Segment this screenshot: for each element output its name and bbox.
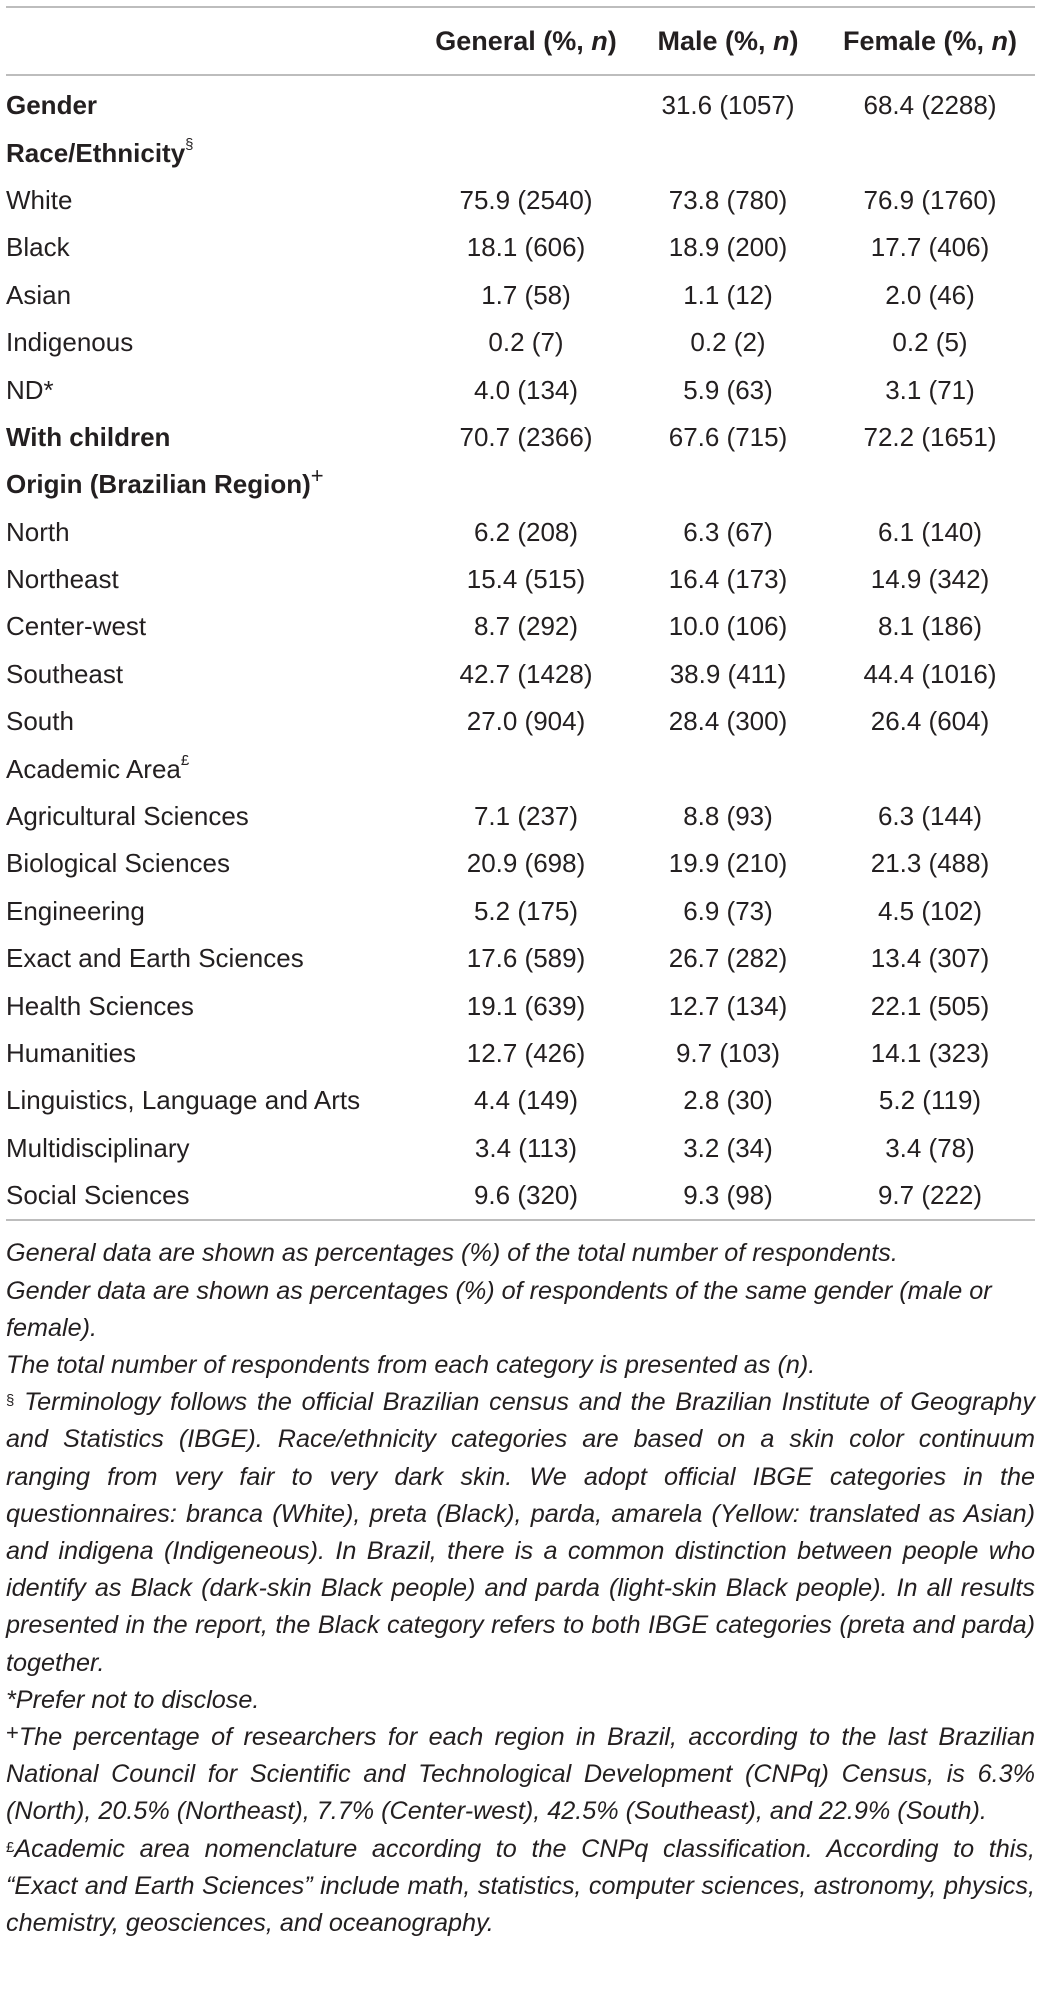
cell-general: 18.1 (606) <box>466 232 586 263</box>
cell-general <box>421 745 631 792</box>
cell-male: 9.3 (98) <box>683 1180 773 1211</box>
cell-general: 5.2 (175) <box>473 895 579 926</box>
table-container <box>6 6 1035 1942</box>
cell-male: 8.8 (93) <box>683 801 773 832</box>
table-row <box>6 509 1035 556</box>
table-row <box>6 888 1035 935</box>
row-label: Southeast <box>6 658 124 689</box>
row-label: White <box>6 184 73 215</box>
cell-male: 1.1 (12) <box>683 279 773 310</box>
note-total: The total number of respondents from each category is presented as (n). <box>6 1350 816 1379</box>
table-row <box>6 982 1035 1029</box>
table-row <box>6 840 1035 887</box>
cell-general: 4.0 (134) <box>473 374 579 405</box>
cell-male: 31.6 (1057) <box>661 90 795 121</box>
cell-male: 18.9 (200) <box>668 232 788 263</box>
cell-general <box>421 461 631 508</box>
row-label: South <box>6 706 74 737</box>
cell-female: 9.7 (222) <box>877 1180 983 1211</box>
footnote-marker: § <box>185 135 194 153</box>
cell-general: 75.9 (2540) <box>459 184 593 215</box>
table-row <box>6 1125 1035 1172</box>
table-row <box>6 129 1035 176</box>
cell-male: 2.8 (30) <box>683 1085 773 1116</box>
cell-female <box>825 461 1035 508</box>
cell-general: 15.4 (515) <box>466 564 586 595</box>
cell-male <box>631 461 825 508</box>
table-row <box>6 651 1035 698</box>
note-nd: *Prefer not to disclose. <box>6 1685 260 1714</box>
cell-male: 10.0 (106) <box>668 611 788 642</box>
table-row <box>6 224 1035 271</box>
row-label: Health Sciences <box>6 990 194 1021</box>
row-label: Northeast <box>6 564 119 595</box>
cell-male: 26.7 (282) <box>668 943 788 974</box>
cell-general: 4.4 (149) <box>473 1085 579 1116</box>
footnote-marker: + <box>310 463 324 489</box>
cell-general <box>421 129 631 176</box>
plus-marker: + <box>6 1720 19 1746</box>
row-label: Origin (Brazilian Region)+ <box>6 463 324 500</box>
row-label: Academic Area£ <box>6 751 190 784</box>
note-gender: Gender data are shown as percentages (%) of respondents of the same gender (male or female). <box>6 1276 992 1342</box>
header-general: General (%, n) <box>435 25 617 56</box>
table-row <box>6 1077 1035 1124</box>
note-general: General data are shown as percentages (%) of the total number of respondents. <box>6 1239 898 1268</box>
row-label: Linguistics, Language and Arts <box>6 1085 361 1116</box>
row-label: ND* <box>6 374 54 405</box>
row-label: Biological Sciences <box>6 848 231 879</box>
note-academic: £Academic area nomenclature according to the CNPq classification. According to this, “Exact and Earth Sciences” include math, statistics, computer sciences, astronomy, physics, chemistry, geosciences, and oceanography. <box>6 1834 1035 1938</box>
cell-female: 21.3 (488) <box>870 848 990 879</box>
cell-general: 9.6 (320) <box>473 1180 579 1211</box>
row-label: Race/Ethnicity§ <box>6 135 194 168</box>
cell-male <box>631 129 825 176</box>
row-label: Agricultural Sciences <box>6 801 249 832</box>
cell-general: 12.7 (426) <box>466 1038 586 1068</box>
cell-female: 17.7 (406) <box>870 232 990 263</box>
table-row <box>6 603 1035 650</box>
table-row <box>6 272 1035 319</box>
cell-male: 6.3 (67) <box>683 516 773 547</box>
row-label: With children <box>6 421 171 452</box>
table-row <box>6 793 1035 840</box>
footnote-marker: £ <box>180 751 190 769</box>
cell-female: 13.4 (307) <box>870 943 990 974</box>
cell-general: 42.7 (1428) <box>459 658 593 689</box>
cell-general <box>421 75 631 129</box>
cell-general: 8.7 (292) <box>473 611 579 642</box>
table-row <box>6 319 1035 366</box>
cell-male: 28.4 (300) <box>668 706 788 737</box>
cell-female: 3.4 (78) <box>885 1132 975 1163</box>
row-label: Exact and Earth Sciences <box>6 943 304 974</box>
table-row <box>6 1172 1035 1220</box>
header-female: Female (%, n) <box>842 25 1018 56</box>
table-row <box>6 177 1035 224</box>
row-label: Humanities <box>6 1038 137 1068</box>
cell-female: 4.5 (102) <box>877 895 983 926</box>
cell-female: 14.9 (342) <box>870 564 990 595</box>
cell-male: 67.6 (715) <box>668 421 788 452</box>
cell-female: 0.2 (5) <box>892 327 968 358</box>
cell-female: 26.4 (604) <box>870 706 990 737</box>
table-row <box>6 745 1035 792</box>
cell-male: 16.4 (173) <box>668 564 788 595</box>
row-label: Gender <box>6 90 98 121</box>
cell-general: 0.2 (7) <box>488 327 564 358</box>
cell-female: 76.9 (1760) <box>863 184 997 215</box>
table-row <box>6 556 1035 603</box>
header-male: Male (%, n) <box>657 25 799 56</box>
cell-female: 68.4 (2288) <box>863 90 997 121</box>
row-label: Social Sciences <box>6 1180 190 1211</box>
cell-general: 70.7 (2366) <box>459 421 593 452</box>
cell-male <box>631 745 825 792</box>
cell-male: 6.9 (73) <box>683 895 773 926</box>
cell-male: 19.9 (210) <box>668 848 788 879</box>
cell-female: 8.1 (186) <box>877 611 983 642</box>
cell-general: 6.2 (208) <box>473 516 579 547</box>
cell-general: 27.0 (904) <box>466 706 586 737</box>
cell-female: 5.2 (119) <box>878 1085 982 1116</box>
cell-female: 44.4 (1016) <box>863 658 997 689</box>
cell-male: 9.7 (103) <box>675 1038 781 1068</box>
cell-general: 17.6 (589) <box>466 943 586 974</box>
row-label: Center-west <box>6 611 147 642</box>
cell-general: 1.7 (58) <box>481 279 571 310</box>
cell-general: 3.4 (113) <box>474 1132 578 1163</box>
row-label: North <box>6 516 70 547</box>
cell-female: 22.1 (505) <box>870 990 990 1021</box>
table-row <box>6 75 1035 129</box>
cell-male: 0.2 (2) <box>690 327 766 358</box>
pound-marker: £ <box>6 1838 15 1856</box>
cell-female: 6.3 (144) <box>877 801 983 832</box>
row-label: Engineering <box>6 895 145 926</box>
table-row <box>6 414 1035 461</box>
cell-male: 3.2 (34) <box>683 1132 773 1163</box>
note-race: § Terminology follows the official Brazilian census and the Brazilian Institute of Geography and Statistics (IBGE). Race/ethnicity categories are based on a skin color continuum ranging from very fair to very dark skin. We adopt official IBGE categories in the questionnaires: branca (White), preta (Black), parda, amarela (Yellow: translated as Asian) and indigena (Indigeneous). In Brazil, there is a common distinction between people who identify as Black (dark-skin Black people) and parda (light-skin Black people). In all results presented in the report, the Black category refers to both IBGE categories (preta and parda) together. <box>6 1388 1035 1677</box>
cell-female <box>825 745 1035 792</box>
table-row <box>6 366 1035 413</box>
cell-female <box>825 129 1035 176</box>
cell-male: 12.7 (134) <box>668 990 788 1021</box>
table-row <box>6 935 1035 982</box>
cell-female: 6.1 (140) <box>877 516 983 547</box>
note-region: +The percentage of researchers for each region in Brazil, according to the last Brazilian National Council for Scientific and Technological Development (CNPq) Census, is 6.3% (North), 20.5% (Northeast), 7.7% (Center-west), 42.5% (Southeast), and 22.9% (South). <box>6 1720 1035 1826</box>
cell-general: 19.1 (639) <box>466 990 586 1021</box>
cell-female: 72.2 (1651) <box>863 421 997 452</box>
cell-female: 3.1 (71) <box>885 374 975 405</box>
row-label: Black <box>6 232 70 263</box>
cell-male: 38.9 (411) <box>669 658 787 689</box>
row-label: Indigenous <box>6 327 134 358</box>
cell-male: 73.8 (780) <box>668 184 788 215</box>
row-label: Multidisciplinary <box>6 1132 190 1163</box>
table-body <box>6 75 1035 1220</box>
header-blank <box>6 8 421 75</box>
table-footnotes <box>6 1235 1035 1942</box>
cell-female: 2.0 (46) <box>885 279 975 310</box>
demographics-table <box>6 8 1035 1221</box>
header-row <box>6 8 1035 75</box>
table-row <box>6 461 1035 508</box>
cell-male: 5.9 (63) <box>683 374 773 405</box>
table-row <box>6 698 1035 745</box>
cell-general: 7.1 (237) <box>473 801 579 832</box>
table-row <box>6 1030 1035 1077</box>
cell-female: 14.1 (323) <box>870 1038 990 1068</box>
row-label: Asian <box>6 279 72 310</box>
section-marker: § <box>6 1392 15 1410</box>
cell-general: 20.9 (698) <box>466 848 586 879</box>
